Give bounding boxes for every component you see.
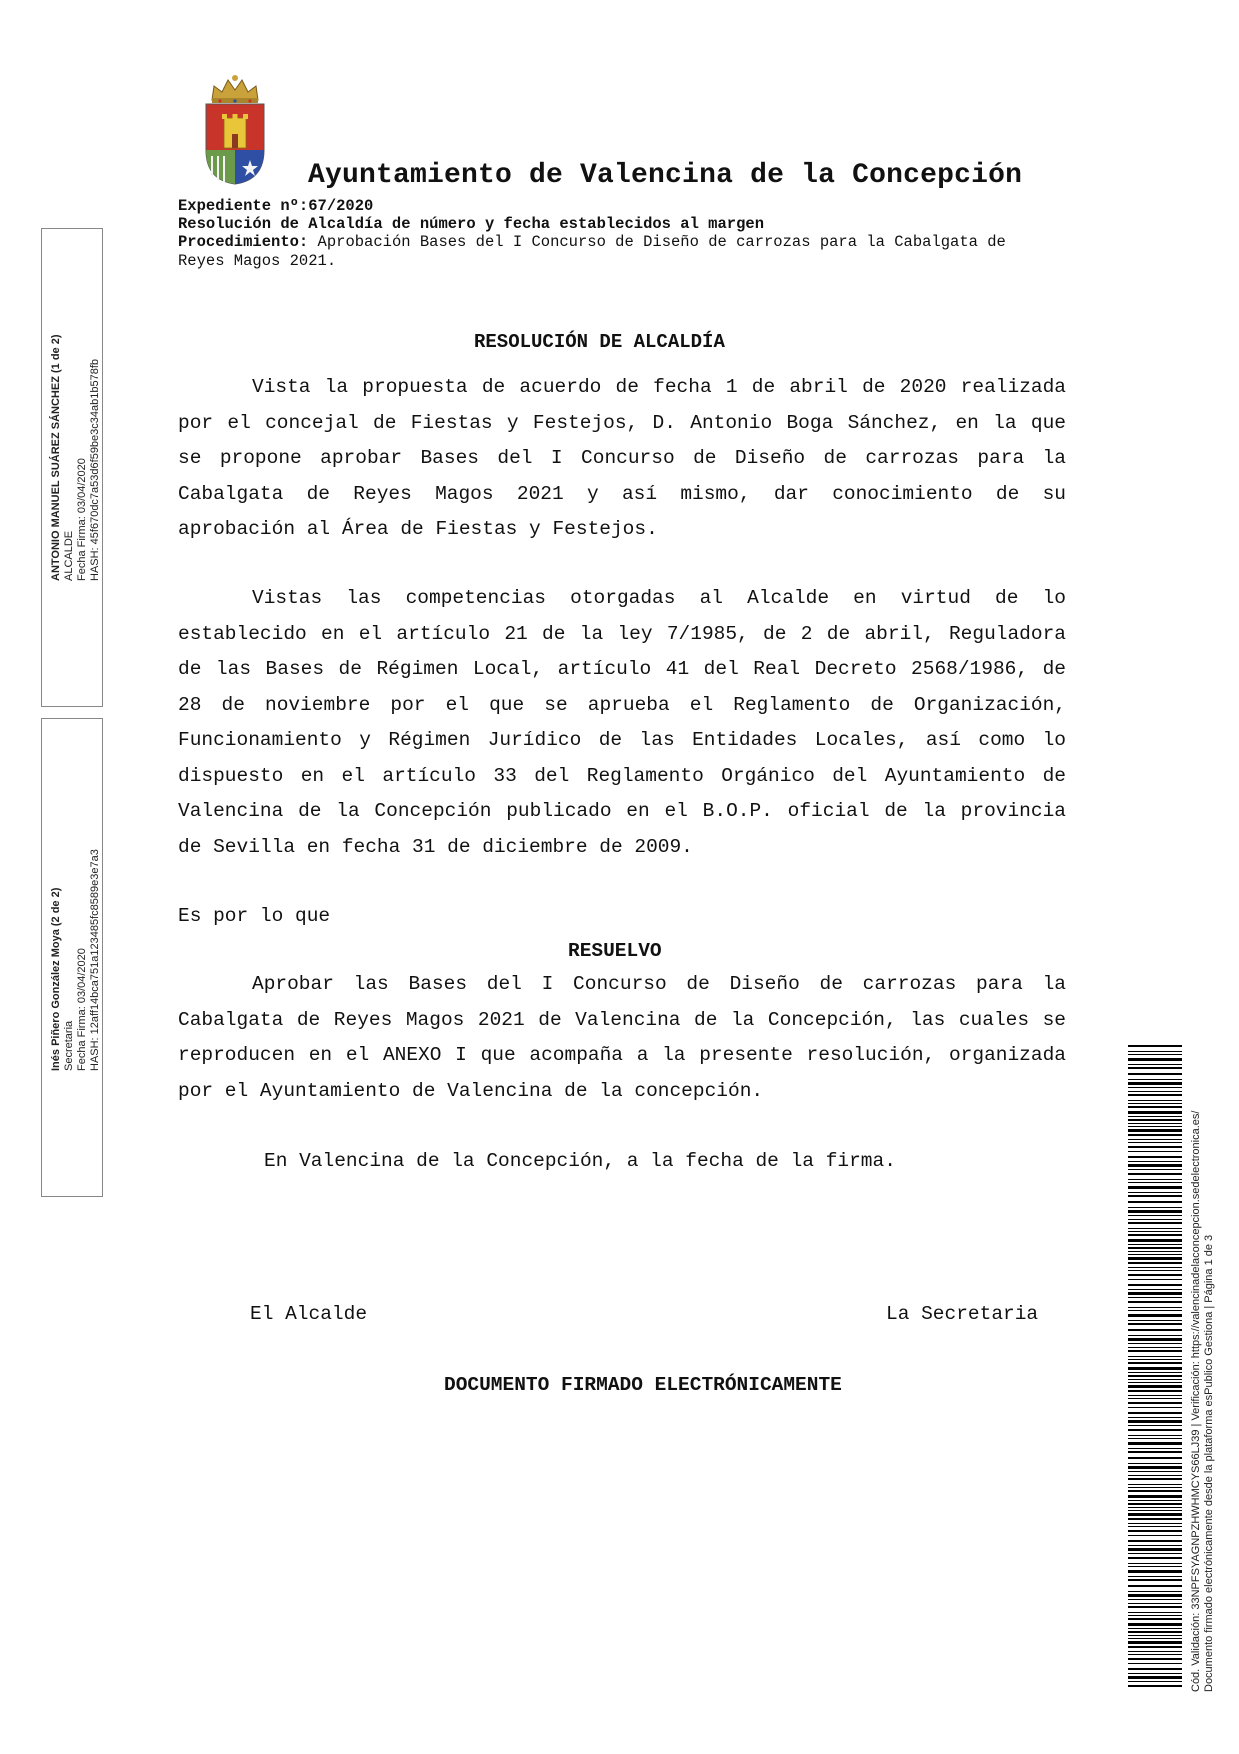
barcode-bar xyxy=(1128,1314,1182,1317)
barcode-bar xyxy=(1128,1251,1182,1252)
barcode-bar xyxy=(1128,1350,1182,1352)
organization-title: Ayuntamiento de Valencina de la Concepción xyxy=(308,160,1023,191)
barcode-bar xyxy=(1128,1618,1182,1620)
barcode-bar xyxy=(1128,1438,1182,1439)
barcode-bar xyxy=(1128,1146,1182,1148)
barcode-bar xyxy=(1128,1475,1182,1476)
barcode-bar xyxy=(1128,1215,1182,1216)
barcode-bar xyxy=(1128,1579,1182,1581)
barcode-bar xyxy=(1128,1628,1182,1629)
validation-platform-line: Documento firmado electrónicamente desde la plataforma esPublico Gestiona | Página 1 de 3 xyxy=(1203,1234,1215,1692)
barcode-bar xyxy=(1128,1651,1182,1652)
barcode-bar xyxy=(1128,1310,1182,1311)
barcode-bar xyxy=(1128,1503,1182,1505)
barcode-bar xyxy=(1128,1073,1182,1075)
barcode-bar xyxy=(1128,1385,1182,1388)
barcode-bar xyxy=(1128,1234,1182,1236)
barcode-bar xyxy=(1128,1523,1182,1524)
barcode-bar xyxy=(1128,1182,1182,1183)
barcode-bar xyxy=(1128,1359,1182,1360)
barcode-bar xyxy=(1128,1156,1182,1158)
barcode-bar xyxy=(1128,1646,1182,1648)
barcode-bar xyxy=(1128,1448,1182,1449)
barcode-bar xyxy=(1128,1599,1182,1600)
barcode-bar xyxy=(1128,1347,1182,1348)
barcode-bar xyxy=(1128,1045,1182,1047)
barcode-bar xyxy=(1128,1603,1182,1604)
validation-barcode xyxy=(1128,1045,1182,1691)
barcode-bar xyxy=(1128,1638,1182,1639)
barcode-bar xyxy=(1128,1100,1182,1101)
barcode-bar xyxy=(1128,1668,1182,1670)
barcode-bar xyxy=(1128,1402,1182,1404)
barcode-bar xyxy=(1128,1164,1182,1167)
barcode-bar xyxy=(1128,1507,1182,1508)
barcode-bar xyxy=(1128,1320,1182,1321)
barcode-bar xyxy=(1128,1382,1182,1383)
resuelvo-heading: RESUELVO xyxy=(568,940,662,962)
resolution-reference: Resolución de Alcaldía de número y fecha establecidos al margen xyxy=(178,215,764,233)
barcode-bar xyxy=(1128,1490,1182,1492)
barcode-bar xyxy=(1128,1207,1182,1208)
barcode-bar xyxy=(1128,1407,1182,1408)
barcode-bar xyxy=(1128,1585,1182,1587)
barcode-bar xyxy=(1128,1106,1182,1108)
barcode-bar xyxy=(1128,1051,1182,1052)
barcode-bar xyxy=(1128,1681,1182,1682)
barcode-bar xyxy=(1128,1442,1182,1445)
procedure-description xyxy=(178,233,1058,270)
signed-notice: DOCUMENTO FIRMADO ELECTRÓNICAMENTE xyxy=(444,1374,842,1396)
paragraph-competences: Vistas las competencias otorgadas al Alcalde en virtud de lo establecido en el artículo 21 de la ley 7/1985, de 2 de abril, Reguladora de las Bases de Régimen Local, artículo 41 del Real Decreto 2568/1986, de 28 de noviembre por el que se aprueba el Reglamento de Organización, Funcionamiento y Régimen Jurídico de las Entidades Locales, así como lo dispuesto en el artículo 33 del Reglamento Orgánico del Ayuntamiento de Valencina de la Concepción publicado en el B.O.P. oficial de la provincia de Sevilla en fecha 31 de diciembre de 2009. xyxy=(178,587,1066,858)
signer-secretaria: La Secretaria xyxy=(886,1303,1039,1325)
paragraph-resolution: Aprobar las Bases del I Concurso de Diseño de carrozas para la Cabalgata de Reyes Magos 2021 de Valencina de la Concepción, las cuales se reproducen en el ANEXO I que acompaña a la presente resolución, organizada por el Ayuntamiento de Valencina de la concepción. xyxy=(178,973,1066,1102)
es-por-lo-que: Es por lo que xyxy=(178,905,331,927)
barcode-bar xyxy=(1128,1500,1182,1501)
expediente-number: Expediente nº:67/2020 xyxy=(178,197,374,215)
barcode-bar xyxy=(1128,1201,1182,1203)
barcode-bar xyxy=(1128,1673,1182,1674)
barcode-bar xyxy=(1128,1142,1182,1143)
barcode-bar xyxy=(1128,1526,1182,1527)
barcode-bar xyxy=(1128,1257,1182,1260)
barcode-bar xyxy=(1128,1323,1182,1325)
barcode-bar xyxy=(1128,1545,1182,1546)
barcode-bar xyxy=(1128,1676,1182,1679)
barcode-bar xyxy=(1128,1557,1182,1559)
barcode-bar xyxy=(1128,1111,1182,1114)
barcode-bar xyxy=(1128,1173,1182,1175)
barcode-bar xyxy=(1128,1594,1182,1597)
barcode-bar xyxy=(1128,1495,1182,1498)
barcode-bar xyxy=(1128,1631,1182,1633)
barcode-bar xyxy=(1128,1228,1182,1229)
barcode-bar xyxy=(1128,1510,1182,1511)
barcode-bar xyxy=(1128,1231,1182,1232)
barcode-bar xyxy=(1128,1654,1182,1655)
closing-line: En Valencina de la Concepción, a la fecha de la firma. xyxy=(264,1150,896,1172)
barcode-bar xyxy=(1128,1262,1182,1264)
barcode-bar xyxy=(1128,1570,1182,1573)
barcode-bar xyxy=(1128,1129,1182,1132)
barcode-bar xyxy=(1128,1487,1182,1488)
barcode-bar xyxy=(1128,1390,1182,1392)
barcode-bar xyxy=(1128,1335,1182,1336)
barcode-bar xyxy=(1128,1210,1182,1213)
barcode-bar xyxy=(1128,1412,1182,1414)
barcode-bar xyxy=(1128,1635,1182,1636)
barcode-bar xyxy=(1128,1091,1182,1092)
barcode-bar xyxy=(1128,1126,1182,1127)
barcode-bar xyxy=(1128,1329,1182,1331)
validation-code-line: Cód. Validación: 33NPFSYAGNPZHWHMCYS66LJ39 | Verificación: https://valencinadelaconcepcion.sedelectronica.es/ xyxy=(1190,1110,1202,1692)
barcode-bar xyxy=(1128,1484,1182,1485)
barcode-bar xyxy=(1128,1119,1182,1121)
barcode-bar xyxy=(1128,1094,1182,1096)
barcode-bar xyxy=(1128,1513,1182,1516)
barcode-bar xyxy=(1128,1685,1182,1687)
barcode-bar xyxy=(1128,1247,1182,1249)
signature-box-secretaria xyxy=(41,718,103,1197)
barcode-bar xyxy=(1128,1466,1182,1469)
barcode-bar xyxy=(1128,1116,1182,1117)
barcode-bar xyxy=(1128,1379,1182,1380)
barcode-bar xyxy=(1128,1530,1182,1532)
barcode-bar xyxy=(1128,1279,1182,1280)
barcode-bar xyxy=(1128,1307,1182,1308)
barcode-bar xyxy=(1128,1222,1182,1224)
barcode-bar xyxy=(1128,1239,1182,1242)
barcode-bar xyxy=(1128,1356,1182,1357)
barcode-bar xyxy=(1128,1420,1182,1423)
signature-text-secretaria: Inés Piñero González Moya (2 de 2) Secretaria Fecha Firma: 03/04/2020 HASH: 12aff14bca751a123485fc8589e3e7a3 xyxy=(50,849,101,1071)
barcode-bar xyxy=(1128,1612,1182,1613)
barcode-bar xyxy=(1128,1591,1182,1592)
barcode-bar xyxy=(1128,1082,1182,1085)
barcode-bar xyxy=(1128,1540,1182,1542)
barcode-bar xyxy=(1128,1658,1182,1660)
barcode-bar xyxy=(1128,1274,1182,1276)
barcode-bar xyxy=(1128,1058,1182,1061)
barcode-bar xyxy=(1128,1338,1182,1341)
barcode-bar xyxy=(1128,1087,1182,1088)
barcode-bar xyxy=(1128,1186,1182,1189)
barcode-bar xyxy=(1128,1641,1182,1644)
barcode-bar xyxy=(1128,1395,1182,1396)
barcode-bar xyxy=(1128,1195,1182,1197)
barcode-bar xyxy=(1128,1435,1182,1436)
barcode-bar xyxy=(1128,1398,1182,1399)
barcode-bar xyxy=(1128,1151,1182,1152)
barcode-bar xyxy=(1128,1457,1182,1459)
barcode-bar xyxy=(1128,1289,1182,1290)
barcode-bar xyxy=(1128,1123,1182,1124)
signature-box-alcalde xyxy=(41,228,103,707)
barcode-bar xyxy=(1128,1079,1182,1080)
barcode-bar xyxy=(1128,1425,1182,1426)
barcode-bar xyxy=(1128,1463,1182,1464)
barcode-bar xyxy=(1128,1518,1182,1520)
resolution-heading: RESOLUCIÓN DE ALCALDÍA xyxy=(474,331,725,353)
procedure-label: Procedimiento: xyxy=(178,233,309,251)
barcode-bar xyxy=(1128,1663,1182,1664)
barcode-bar xyxy=(1128,1343,1182,1344)
barcode-bar xyxy=(1128,1429,1182,1431)
barcode-bar xyxy=(1128,1254,1182,1255)
barcode-bar xyxy=(1128,1417,1182,1418)
barcode-bar xyxy=(1128,1553,1182,1554)
procedure-text: Aprobación Bases del I Concurso de Diseño de carrozas para la Cabalgata de Reyes Magos 2021. xyxy=(178,233,1006,270)
barcode-bar xyxy=(1128,1161,1182,1162)
barcode-bar xyxy=(1128,1297,1182,1298)
barcode-bar xyxy=(1128,1367,1182,1370)
barcode-bar xyxy=(1128,1292,1182,1295)
barcode-bar xyxy=(1128,1064,1182,1065)
barcode-bar xyxy=(1128,1623,1182,1626)
barcode-bar xyxy=(1128,1103,1182,1104)
barcode-bar xyxy=(1128,1169,1182,1170)
barcode-bar xyxy=(1128,1478,1182,1480)
barcode-bar xyxy=(1128,1284,1182,1286)
barcode-bar xyxy=(1128,1615,1182,1616)
barcode-bar xyxy=(1128,1535,1182,1536)
barcode-bar xyxy=(1128,1244,1182,1245)
barcode-bar xyxy=(1128,1139,1182,1140)
barcode-bar xyxy=(1128,1548,1182,1551)
barcode-bar xyxy=(1128,1576,1182,1577)
barcode-bar xyxy=(1128,1179,1182,1180)
barcode-bar xyxy=(1128,1563,1182,1564)
barcode-bar xyxy=(1128,1471,1182,1472)
barcode-bar xyxy=(1128,1606,1182,1608)
validation-text xyxy=(1190,1110,1215,1693)
barcode-bar xyxy=(1128,1219,1182,1220)
barcode-bar xyxy=(1128,1192,1182,1193)
barcode-bar xyxy=(1128,1054,1182,1055)
barcode-bar xyxy=(1128,1270,1182,1271)
barcode-bar xyxy=(1128,1372,1182,1373)
barcode-bar xyxy=(1128,1375,1182,1377)
barcode-bar xyxy=(1128,1301,1182,1303)
barcode-bar xyxy=(1128,1067,1182,1069)
barcode-bar xyxy=(1128,1267,1182,1268)
barcode-bar xyxy=(1128,1362,1182,1364)
municipal-crest-logo xyxy=(200,72,270,188)
signature-text-alcalde: ANTONIO MANUEL SUÁREZ SÁNCHEZ (1 de 2) ALCALDE Fecha Firma: 03/04/2020 HASH: 45f670dc7a53d6f59be3c34ab1b578fb xyxy=(50,334,101,581)
paragraph-proposal: Vista la propuesta de acuerdo de fecha 1 de abril de 2020 realizada por el concejal de Fiestas y Festejos, D. Antonio Boga Sánchez, en la que se propone aprobar Bases del I Concurso de Diseño de carrozas para la Cabalgata de Reyes Magos 2021 y así mismo, dar conocimiento de su aprobación al Área de Fiestas y Festejos. xyxy=(178,376,1066,540)
barcode-bar xyxy=(1128,1566,1182,1567)
barcode-bar xyxy=(1128,1451,1182,1453)
barcode-bar xyxy=(1128,1134,1182,1136)
signer-alcalde: El Alcalde xyxy=(250,1303,368,1325)
